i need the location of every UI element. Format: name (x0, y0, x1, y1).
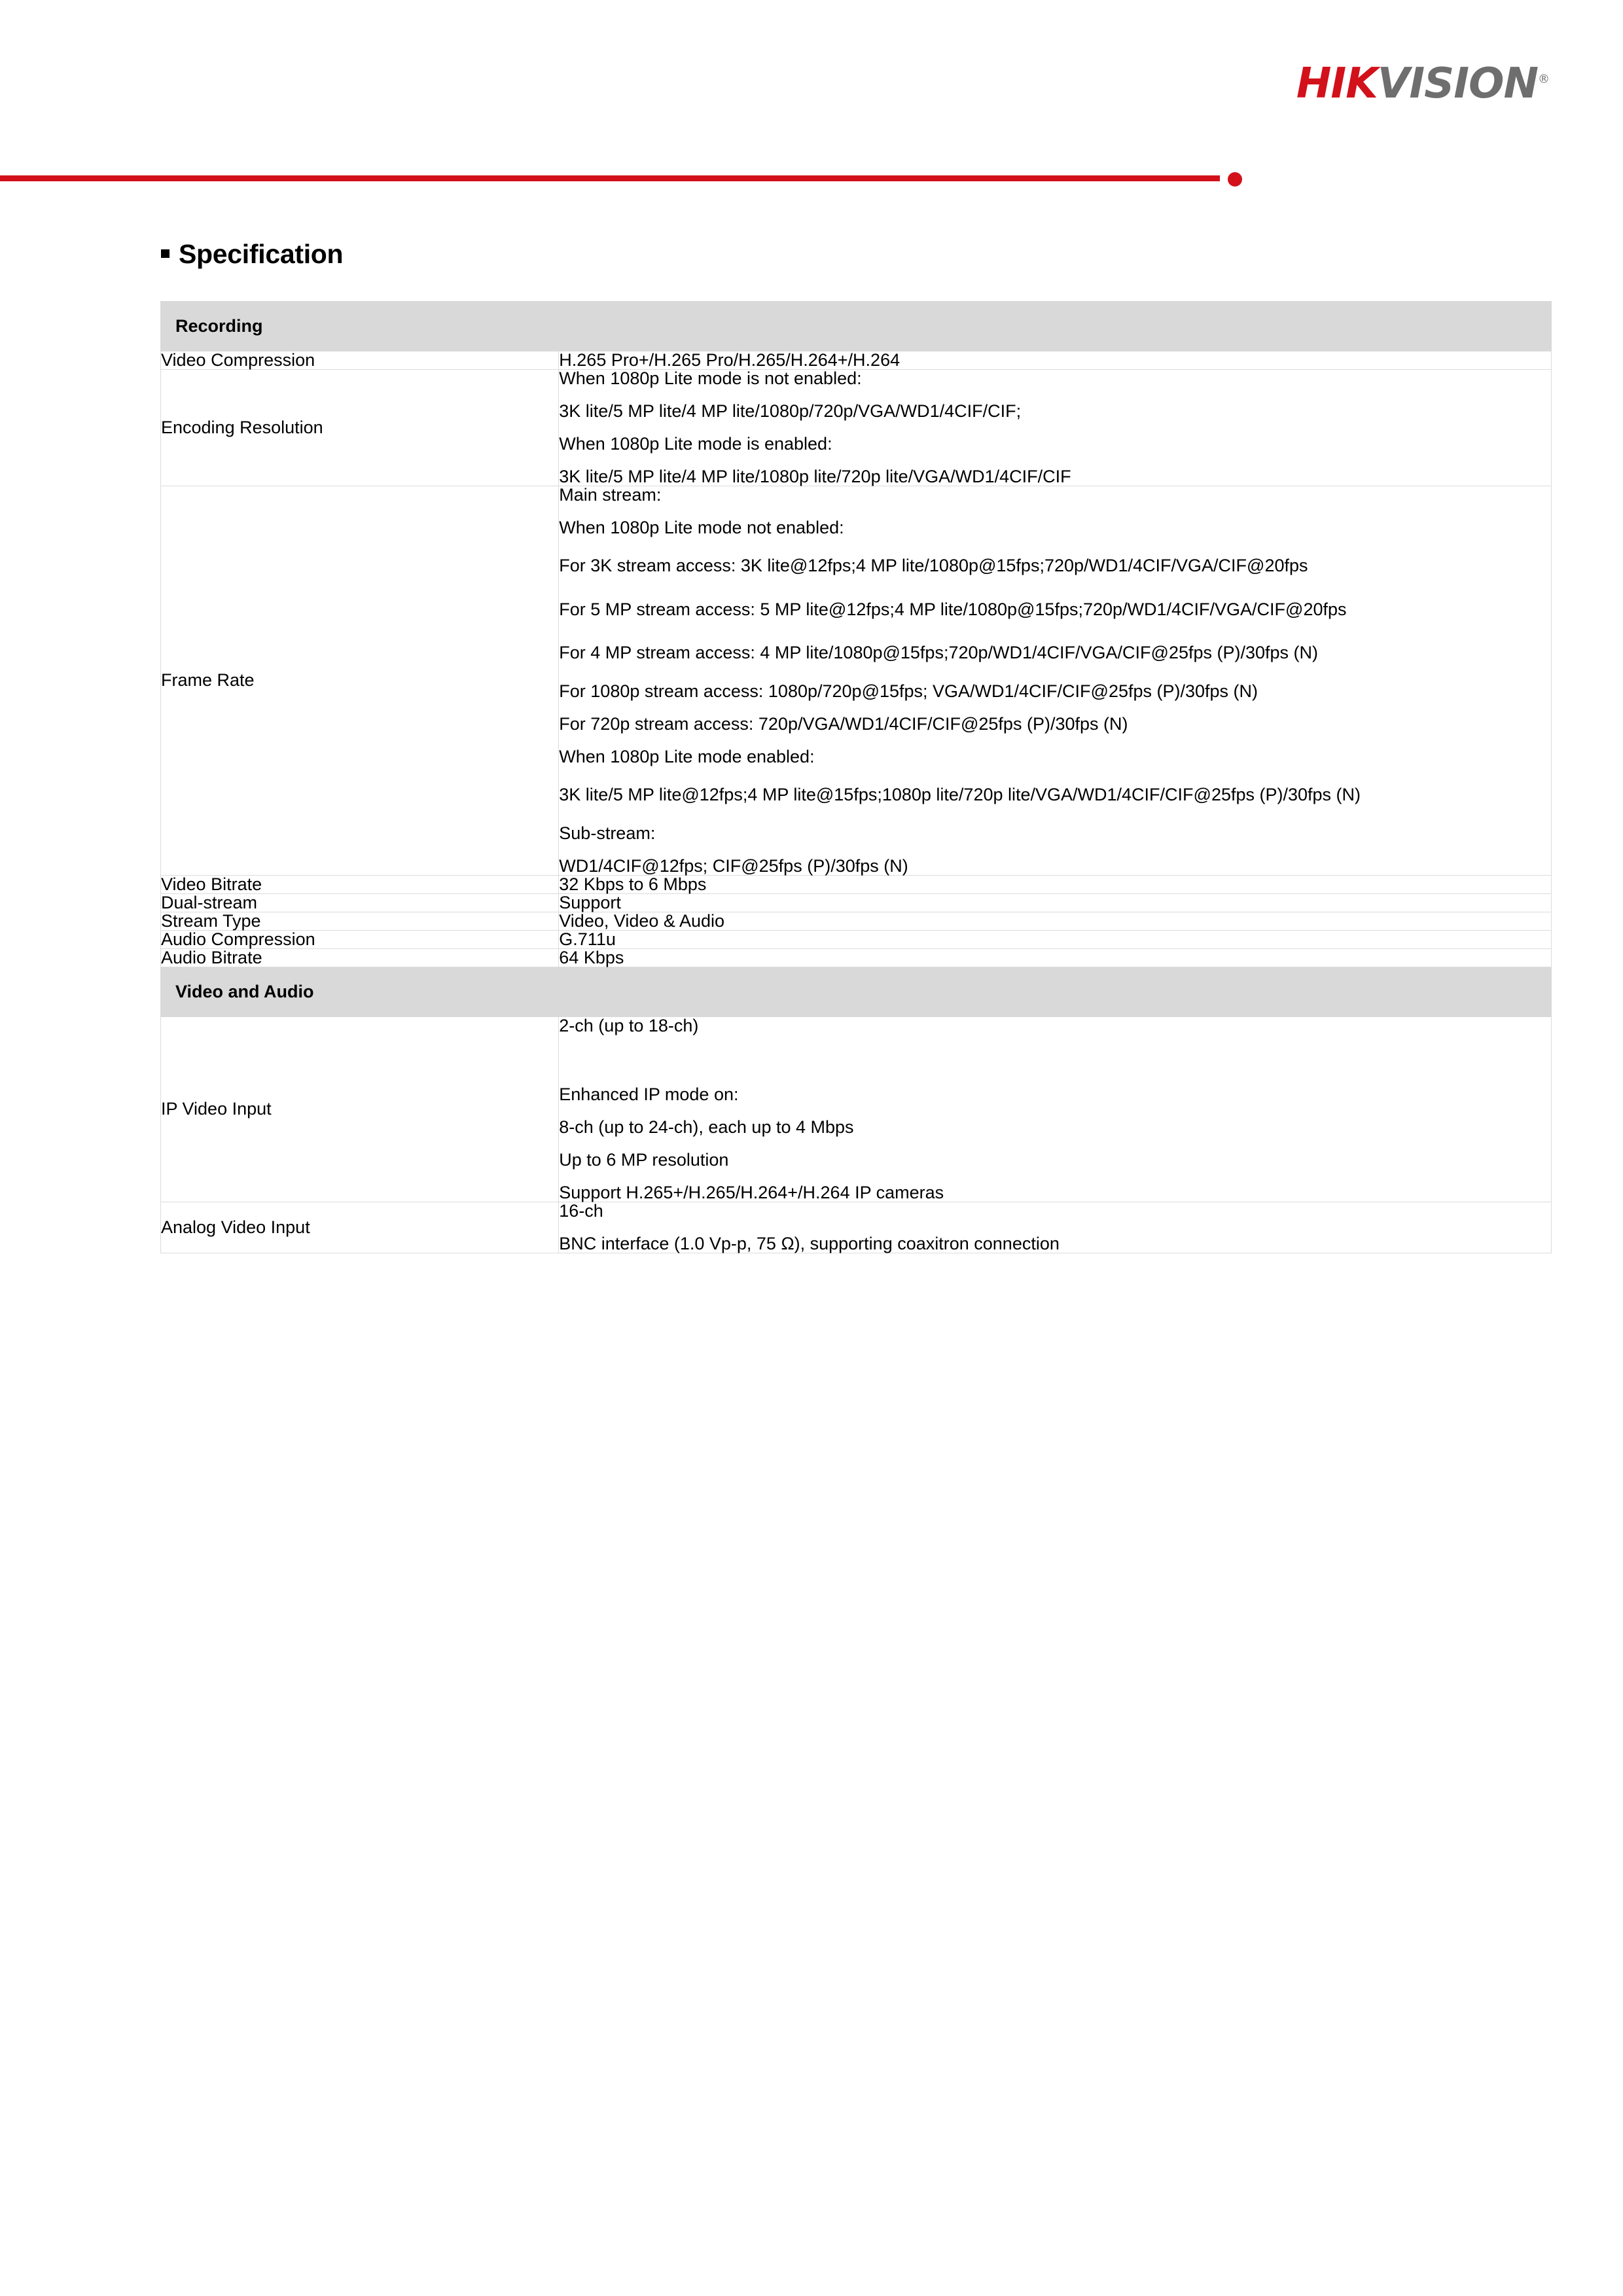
table-section-header-row (161, 302, 1552, 351)
row-label-encoding-resolution: Encoding Resolution (161, 370, 559, 486)
table-row (161, 948, 1552, 967)
row-label-video-compression: Video Compression (161, 351, 559, 370)
value-line: Support (559, 892, 621, 912)
table-row (161, 875, 1552, 893)
row-label-analog-video-input: Analog Video Input (161, 1202, 559, 1253)
value-line: When 1080p Lite mode not enabled: (559, 518, 844, 537)
row-value-video-compression (559, 351, 1552, 370)
header-rule-dot-icon (1228, 172, 1242, 187)
row-label-audio-compression: Audio Compression (161, 930, 559, 948)
table-row (161, 912, 1552, 930)
value-line: Enhanced IP mode on: (559, 1084, 739, 1104)
row-label-stream-type: Stream Type (161, 912, 559, 930)
value-line: For 5 MP stream access: 5 MP lite@12fps;4 MP lite/1080p@15fps;720p/WD1/4CIF/VGA/CIF@20fps (559, 599, 1347, 619)
table-row (161, 1016, 1552, 1202)
table-row (161, 930, 1552, 948)
value-line: 16-ch (559, 1200, 603, 1221)
value-line: H.265 Pro+/H.265 Pro/H.265/H.264+/H.264 (559, 350, 901, 370)
value-line: For 4 MP stream access: 4 MP lite/1080p@15fps;720p/WD1/4CIF/VGA/CIF@25fps (P)/30fps (N) (559, 643, 1319, 663)
table-row (161, 1202, 1552, 1253)
value-line: When 1080p Lite mode is enabled: (559, 434, 832, 454)
value-line: 3K lite/5 MP lite/4 MP lite/1080p lite/720p lite/VGA/WD1/4CIF/CIF (559, 467, 1071, 486)
header-rule-line (0, 175, 1220, 181)
table-row (161, 351, 1552, 370)
row-value-audio-bitrate (559, 948, 1552, 967)
value-line: G.711u (559, 929, 616, 949)
value-line: For 3K stream access: 3K lite@12fps;4 MP lite/1080p@15fps;720p/WD1/4CIF/VGA/CIF@20fps (559, 556, 1308, 575)
value-line: 8-ch (up to 24-ch), each up to 4 Mbps (559, 1117, 854, 1137)
row-value-dual-stream (559, 893, 1552, 912)
page-header (0, 0, 1623, 196)
value-line: For 720p stream access: 720p/VGA/WD1/4CIF/CIF@25fps (P)/30fps (N) (559, 714, 1128, 734)
page-title (161, 239, 343, 270)
row-label-ip-video-input: IP Video Input (161, 1016, 559, 1202)
value-line: Video, Video & Audio (559, 910, 724, 931)
row-label-frame-rate: Frame Rate (161, 486, 559, 876)
value-line: 3K lite/5 MP lite/4 MP lite/1080p/720p/VGA/WD1/4CIF/CIF; (559, 401, 1022, 421)
page-title-label: Specification (179, 239, 344, 269)
row-value-frame-rate (559, 486, 1552, 876)
bullet-square-icon (161, 249, 169, 258)
row-value-encoding-resolution (559, 370, 1552, 486)
row-value-audio-compression (559, 930, 1552, 948)
value-line: 3K lite/5 MP lite@12fps;4 MP lite@15fps;1080p lite/720p lite/VGA/WD1/4CIF/CIF@25fps (P)/30fps (N) (559, 785, 1361, 805)
row-label-dual-stream: Dual-stream (161, 893, 559, 912)
value-line: For 1080p stream access: 1080p/720p@15fps; VGA/WD1/4CIF/CIF@25fps (P)/30fps (N) (559, 681, 1258, 702)
value-line: When 1080p Lite mode is not enabled: (559, 368, 862, 388)
hikvision-logo (1296, 60, 1550, 108)
specification-table (160, 301, 1552, 1253)
section-title-video-and-audio: Video and Audio (161, 967, 1552, 1016)
row-value-analog-video-input (559, 1202, 1552, 1253)
value-line: 32 Kbps to 6 Mbps (559, 874, 707, 894)
table-section-header-row (161, 967, 1552, 1016)
specification-table-body (161, 302, 1552, 1253)
logo-vision-text: VISION (1377, 60, 1538, 108)
value-line-spacer (559, 1050, 1551, 1071)
section-title-recording: Recording (161, 302, 1552, 351)
row-value-ip-video-input (559, 1016, 1552, 1202)
value-line: 64 Kbps (559, 947, 624, 967)
logo-hik-text: HIK (1296, 60, 1378, 108)
registered-trademark-icon: ® (1538, 72, 1550, 86)
table-row (161, 486, 1552, 876)
value-line: WD1/4CIF@12fps; CIF@25fps (P)/30fps (N) (559, 855, 908, 876)
row-label-audio-bitrate: Audio Bitrate (161, 948, 559, 967)
value-line: Up to 6 MP resolution (559, 1149, 729, 1170)
value-line: Support H.265+/H.265/H.264+/H.264 IP cameras (559, 1182, 944, 1202)
table-row (161, 370, 1552, 486)
value-line: BNC interface (1.0 Vp-p, 75 Ω), supporting coaxitron connection (559, 1233, 1060, 1253)
value-line: When 1080p Lite mode enabled: (559, 747, 815, 767)
row-label-video-bitrate: Video Bitrate (161, 875, 559, 893)
value-line: 2-ch (up to 18-ch) (559, 1015, 699, 1035)
value-line: Sub-stream: (559, 823, 656, 843)
value-line: Main stream: (559, 485, 662, 505)
row-value-video-bitrate (559, 875, 1552, 893)
row-value-stream-type (559, 912, 1552, 930)
table-row (161, 893, 1552, 912)
